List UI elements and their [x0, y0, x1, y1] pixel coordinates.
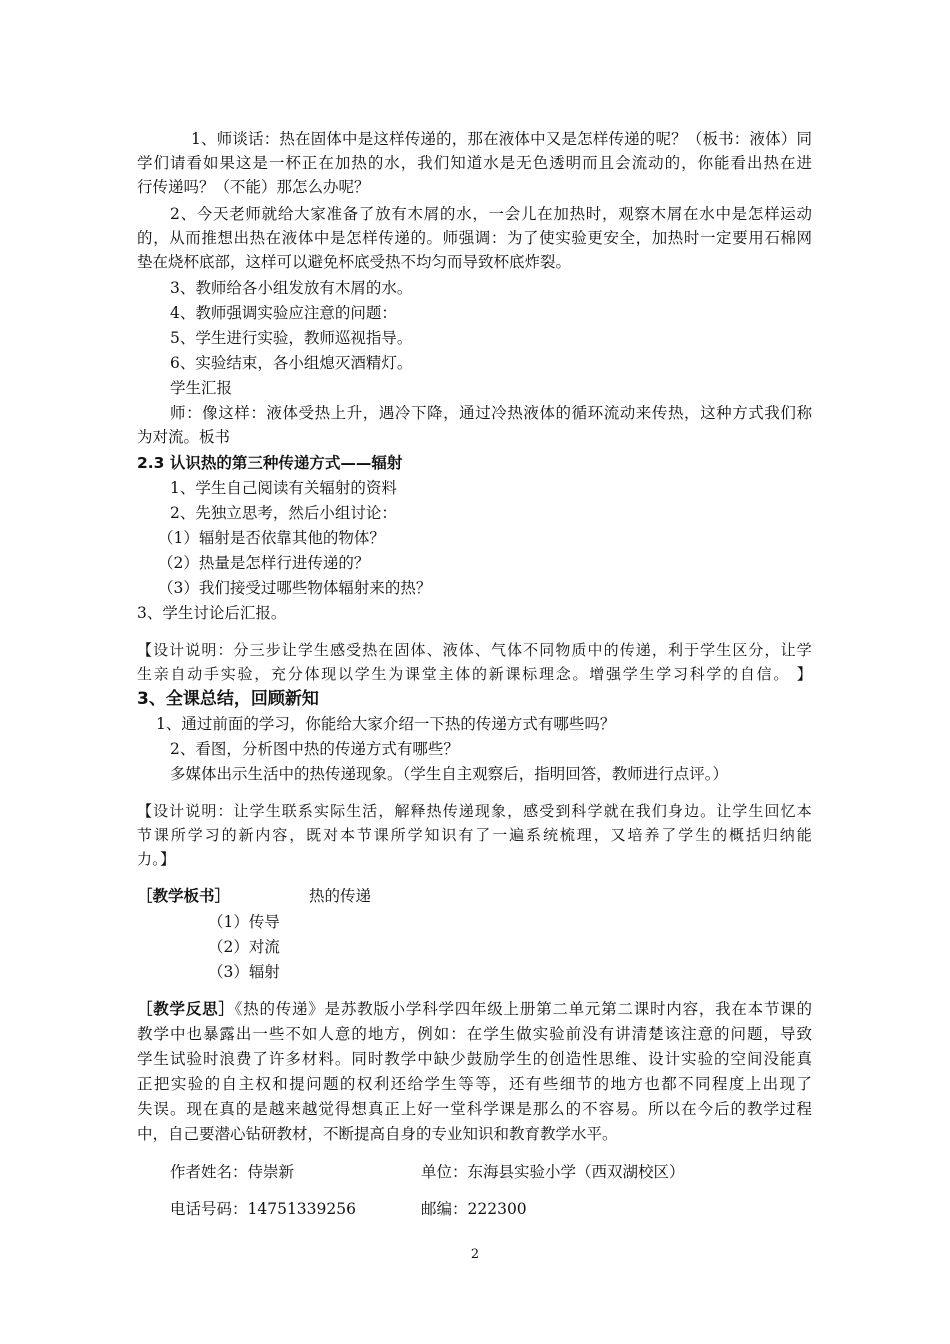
step-4: 4、教师强调实验应注意的问题： [170, 304, 397, 322]
reflection-line2: 教学中也暴露出一些不如人意的地方，例如：在学生做实验前没有讲清楚该注意的问题，导致 [137, 1025, 812, 1043]
reflection-line5: 失误。现在真的是越来越觉得想真正上好一堂科学课是那么的不容易。所以在今后的教学过程 [137, 1100, 812, 1118]
s23-item1: 1、学生自己阅读有关辐射的资料 [170, 479, 397, 497]
reflection-line1 [137, 999, 812, 1019]
reflection-line3: 学生试验时浪费了许多材料。同时教学中缺少鼓励学生的创造性思维、设计实验的空间没能真 [137, 1050, 812, 1068]
design-note2-line3: 力。】 [137, 850, 176, 868]
s23-question1: （1）辐射是否依靠其他的物体？ [158, 529, 385, 547]
reflection-text1: 《热的传递》是苏教版小学科学四年级上册第二单元第二课时内容，我在本节课的 [234, 1000, 812, 1018]
phone-number: 电话号码：14751339256 [170, 1200, 356, 1218]
section-2-3-heading: 2.3 认识热的第三种传递方式——辐射 [137, 454, 403, 472]
board-item-radiation: （3）辐射 [208, 963, 280, 981]
section-3-heading: 3、全课总结，回顾新知 [137, 689, 319, 709]
design-note1-line2: 生亲自动手实验，充分体现以学生为课堂主体的新课标理念。增强学生学习科学的自信。 】 [137, 665, 812, 683]
s23-item2: 2、先独立思考，然后小组讨论： [170, 504, 397, 522]
teacher-line1: 师：像这样：液体受热上升，遇冷下降，通过冷热液体的循环流动来传热，这种方式我们称 [170, 404, 812, 422]
para1-line2: 学们请看如果这是一杯正在加热的水，我们知道水是无色透明而且会流动的，你能看出热在进 [137, 154, 812, 172]
reflection-line6: 中，自己要潜心钻研教材，不断提高自身的专业知识和教育教学水平。 [137, 1125, 618, 1143]
board-item-convection: （2）对流 [208, 938, 280, 956]
para1-line1: 1、师谈话：热在固体中是这样传递的，那在液体中又是怎样传递的呢？（板书：液体）同 [191, 130, 812, 148]
step-6: 6、实验结束，各小组熄灭酒精灯。 [170, 354, 413, 372]
board-item-conduction: （1）传导 [208, 913, 280, 931]
para2-line2: 的，从而推想出热在液体中是怎样传递的。师强调：为了使实验更安全，加热时一定要用石棉网 [137, 229, 812, 247]
step-5: 5、学生进行实验，教师巡视指导。 [170, 329, 413, 347]
design-note2-line1: 【设计说明：让学生联系实际生活，解释热传递现象，感受到科学就在我们身边。让学生回忆本 [137, 802, 812, 820]
s3-item1: 1、通过前面的学习，你能给大家介绍一下热的传递方式有哪些吗？ [156, 715, 616, 733]
s23-question3: （3）我们接受过哪些物体辐射来的热？ [158, 579, 432, 597]
design-note1-line1: 【设计说明：分三步让学生感受热在固体、液体、气体不同物质中的传递，利于学生区分，让学 [137, 641, 812, 659]
design-note2-line2: 节课所学习的新内容，既对本节课所学知识有了一遍系统梳理，又培养了学生的概括归纳能 [137, 826, 812, 844]
para2-line1: 2、今天老师就给大家准备了放有木屑的水，一会儿在加热时，观察木屑在水中是怎样运动 [170, 205, 812, 223]
reflection-line4: 正把实验的自主权和提问题的权利还给学生等等，还有些细节的地方也都不同程度上出现了 [137, 1075, 812, 1093]
author-name: 作者姓名：侍崇新 [170, 1163, 295, 1181]
s23-item3: 3、学生讨论后汇报。 [137, 604, 287, 622]
step-3: 3、教师给各小组发放有木屑的水。 [170, 279, 413, 297]
board-title: 热的传递 [309, 887, 372, 905]
para2-line3: 垫在烧杯底部，这样可以避免杯底受热不均匀而导致杯底炸裂。 [137, 253, 572, 271]
postcode: 邮编：222300 [421, 1200, 527, 1218]
author-unit: 单位：东海县实验小学（西双湖校区） [421, 1163, 685, 1181]
board-label: ［教学板书］ [137, 887, 231, 905]
page-number: 2 [470, 1247, 480, 1262]
teacher-line2: 为对流。板书 [137, 428, 231, 446]
reflection-label: ［教学反思］ [137, 1000, 235, 1018]
s23-question2: （2）热量是怎样行进传递的？ [158, 554, 370, 572]
s3-item3: 多媒体出示生活中的热传递现象。（学生自主观察后，指明回答，教师进行点评。） [170, 765, 729, 783]
para1-line3: 行传递吗？（不能）那怎么办呢？ [137, 178, 370, 196]
s3-item2: 2、看图，分析图中热的传递方式有哪些？ [170, 740, 459, 758]
student-report: 学生汇报 [170, 379, 233, 397]
